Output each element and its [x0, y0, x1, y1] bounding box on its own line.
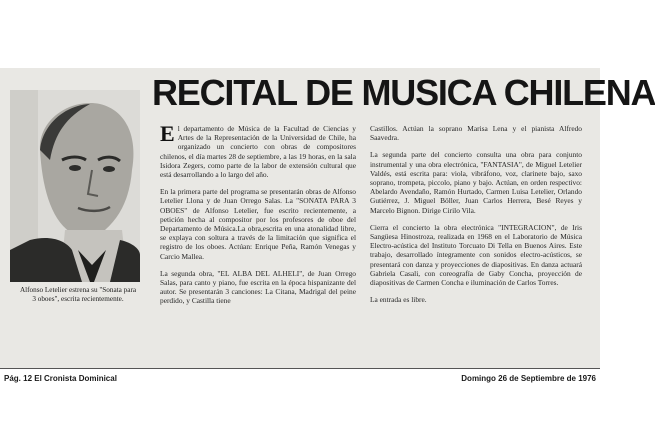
dropcap-letter: E — [160, 121, 175, 146]
article-headline: RECITAL DE MUSICA CHILENA — [152, 72, 655, 113]
paragraph-7: La entrada es libre. — [370, 295, 427, 305]
footer-date: Domingo 26 de Septiembre de 1976 — [461, 374, 596, 383]
footer-publication: Pág. 12 El Cronista Dominical — [4, 374, 117, 383]
photo-caption: Alfonso Letelier estrena su "Sonata para 3 oboes", escrita recientemente. — [19, 286, 137, 303]
footer-divider — [0, 368, 600, 369]
paragraph-3: La segunda obra, "EL ALBA DEL ALHELI", de Juan Orrego Salas, para canto y piano, fue escrita en la época hispanizante del autor. Se presentarán 3 canciones: La Citana, Madrigal del peine perdido, y Castilla tiene — [160, 268, 356, 306]
paragraph-1 — [160, 121, 356, 180]
paragraph-4: Castillos. Actúan la soprano Marisa Lena y el pianista Alfredo Saavedra. — [370, 124, 582, 143]
page-footer — [0, 372, 600, 386]
paragraph-1-text: l departamento de Música de la Facultad de Ciencias y Artes de la Representación de la Universidad de Chile, ha organizado un concierto con obras de compositores chilenos, el día martes 28 de septiembre, a las 19 horas, en la sala Isidora Zegers, como parte de la labor de extensión cultural que está desarrollando a lo largo del año. — [160, 124, 356, 180]
paragraph-2: En la primera parte del programa se presentarán obras de Alfonso Letelier Llona y de Juan Orrego Salas. La "SONATA PARA 3 OBOES" de Alfonso Letelier, fue escrito recientemente, a petición hecha al compositor por los profesores de oboe del Departamento de Música.La obra,escrita en una atonalidad libre, se explaya con soltura a través de la limitación que significa el registro de los oboes. Actúan: Enrique Peña, Ramón Venegas y Carcio Mallea. — [160, 187, 356, 261]
paragraph-6: Cierra el concierto la obra electrónica "INTEGRACION", de Iris Sangüesa Hinostroza, realizada en 1968 en el Laboratorio de Música Electro-acústica del Instituto Torcuato Di Tella en Buenos Aires. Este trabajo, desarrollado íntegramente con sonidos electro-acústicos, se presentará con danza y proyecciones de diapositivas. En danza actuará Gabriela Casali, con coreografía de Gaby Concha, proyección de diapositivas de Carmen Concha e iluminación de Carlos Torres. — [370, 222, 582, 288]
article-column-2 — [370, 124, 582, 312]
paragraph-5: La segunda parte del concierto consulta una obra para conjunto instrumental y una obra electrónica, "FANTASIA", de Miguel Letelier Valdés, está escrita para: viola, vibráfono, voz, clarinete bajo, saxo soprano, trompeta, piccolo, piano y bajo. Actúan, en orden respectivo: Abelardo Avendaño, Ramón Hurtado, Carmen Luisa Letelier, Orlando Gutiérrez, J. Miguel Böller, Juan Carlos Herrera, Besé Reyes y Marcelo Bignon. Dirige Cirilo Vila. — [370, 150, 582, 215]
portrait-illustration — [10, 90, 140, 282]
portrait-photo — [10, 90, 140, 282]
article-column-1 — [160, 121, 356, 314]
